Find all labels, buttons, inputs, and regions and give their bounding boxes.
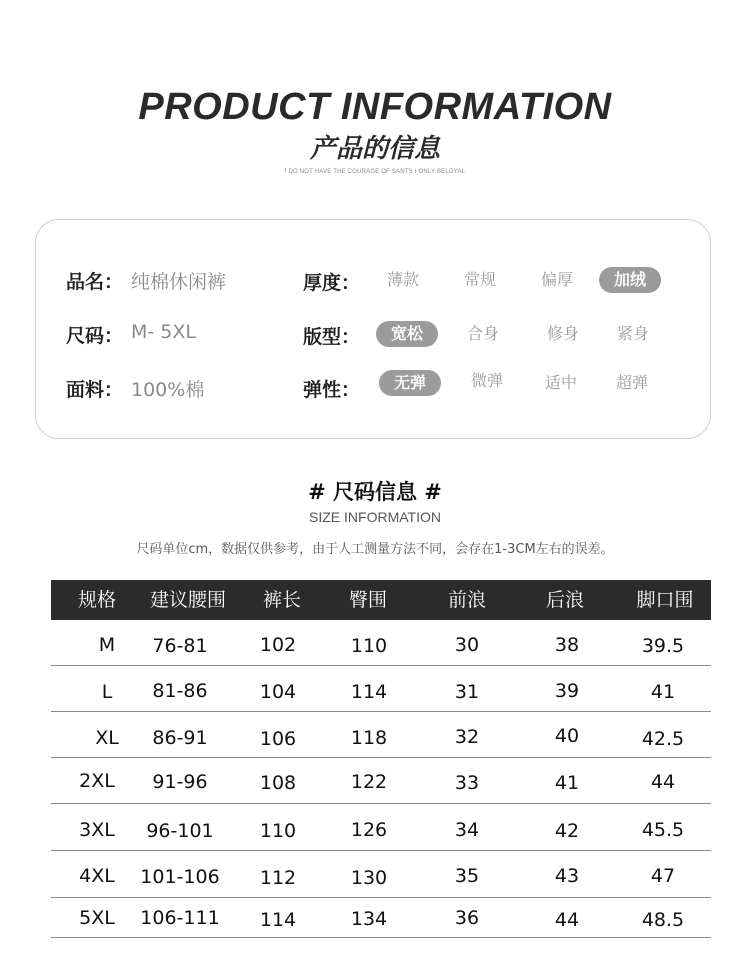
cell-leg-opening: 44	[650, 771, 676, 793]
thickness-option-regular: 常规	[463, 270, 496, 289]
cell-back-rise: 41	[554, 772, 580, 794]
cell-waist: 86-91	[152, 727, 208, 749]
cell-front-rise: 31	[454, 681, 480, 703]
cell-hip: 118	[350, 727, 388, 749]
cell-size: XL	[95, 727, 119, 749]
column-header-waist: 建议腰围	[149, 589, 226, 611]
table-header	[51, 580, 711, 620]
cell-hip: 130	[350, 867, 388, 889]
size-table	[51, 580, 711, 938]
cell-front-rise: 34	[454, 819, 480, 841]
table-row	[51, 620, 711, 666]
cell-back-rise: 43	[554, 865, 580, 887]
cell-hip: 110	[350, 635, 388, 657]
elasticity-option-high: 超弹	[615, 373, 648, 392]
size-label: 尺码：	[66, 325, 124, 347]
cell-size: 4XL	[79, 865, 115, 887]
cell-waist: 106-111	[140, 907, 220, 929]
column-header-hip: 臀围	[348, 589, 387, 611]
column-header-size: 规格	[77, 589, 116, 611]
thickness-option-thin: 薄款	[386, 270, 419, 289]
size-section-note: 尺码单位cm，数据仅供参考，由于人工测量方法不同，会存在1-3CM左右的误差。	[136, 542, 614, 557]
fit-option-slim: 修身	[546, 324, 579, 343]
size-section-title: # 尺码信息 #	[308, 480, 442, 504]
fabric-value: 100%棉	[131, 379, 205, 401]
cell-waist: 101-106	[140, 866, 220, 888]
cell-leg-opening: 48.5	[641, 909, 685, 931]
cell-back-rise: 44	[554, 909, 580, 931]
name-label: 品名：	[66, 271, 124, 293]
cell-size: M	[98, 634, 116, 656]
cell-back-rise: 38	[554, 634, 580, 656]
table-row	[51, 898, 711, 938]
cell-back-rise: 40	[554, 725, 580, 747]
elasticity-option-slight: 微弹	[470, 371, 503, 390]
cell-back-rise: 39	[554, 680, 580, 702]
fit-option-loose-selected: 宽松	[376, 321, 438, 347]
table-row	[51, 666, 711, 712]
cell-front-rise: 30	[454, 634, 480, 656]
name-value: 纯棉休闲裤	[131, 271, 227, 293]
cell-leg-opening: 39.5	[641, 635, 685, 657]
cell-hip: 134	[350, 908, 388, 930]
title-english: PRODUCT INFORMATION	[138, 86, 612, 128]
cell-length: 112	[259, 867, 297, 889]
cell-length: 104	[259, 681, 297, 703]
cell-leg-opening: 42.5	[641, 728, 685, 750]
table-row	[51, 758, 711, 804]
cell-length: 114	[259, 909, 297, 931]
thickness-option-fleece-selected: 加绒	[599, 267, 661, 293]
cell-hip: 126	[350, 819, 388, 841]
cell-front-rise: 33	[454, 772, 480, 794]
fabric-label: 面料：	[66, 379, 124, 401]
column-header-length: 裤长	[262, 589, 301, 611]
cell-size: 5XL	[79, 907, 115, 929]
cell-waist: 76-81	[152, 635, 208, 657]
tagline: I DO NOT HAVE THE COURAGE OF SANTS I ONLY BELOYAL	[284, 169, 466, 175]
title-chinese: 产品的信息	[309, 134, 440, 164]
elasticity-option-medium: 适中	[544, 373, 577, 392]
cell-length: 102	[259, 634, 297, 656]
cell-hip: 114	[350, 681, 388, 703]
cell-length: 110	[259, 820, 297, 842]
column-header-leg-opening: 脚口围	[636, 589, 694, 611]
cell-back-rise: 42	[554, 820, 580, 842]
column-header-front-rise: 前浪	[447, 589, 486, 611]
fit-label: 版型：	[303, 326, 361, 348]
cell-waist: 91-96	[152, 771, 208, 793]
fit-option-tight: 紧身	[616, 324, 649, 343]
cell-leg-opening: 47	[650, 865, 676, 887]
cell-length: 106	[259, 728, 297, 750]
table-row	[51, 851, 711, 898]
elasticity-label: 弹性：	[303, 379, 361, 401]
cell-waist: 81-86	[152, 680, 208, 702]
cell-size: L	[101, 681, 113, 703]
cell-waist: 96-101	[146, 820, 214, 842]
cell-size: 3XL	[79, 819, 115, 841]
cell-leg-opening: 41	[650, 681, 676, 703]
thickness-option-thick: 偏厚	[540, 270, 573, 289]
table-row	[51, 712, 711, 758]
cell-hip: 122	[350, 771, 388, 793]
cell-front-rise: 32	[454, 726, 480, 748]
elasticity-option-none-selected: 无弹	[379, 370, 441, 396]
cell-front-rise: 35	[454, 865, 480, 887]
product-info-card	[35, 219, 711, 439]
table-row	[51, 804, 711, 851]
size-section-subtitle: SIZE INFORMATION	[309, 509, 441, 525]
cell-length: 108	[259, 772, 297, 794]
cell-front-rise: 36	[454, 907, 480, 929]
size-value: M- 5XL	[131, 321, 196, 343]
column-header-back-rise: 后浪	[545, 589, 584, 611]
thickness-label: 厚度：	[303, 272, 361, 294]
cell-size: 2XL	[79, 770, 115, 792]
fit-option-regular: 合身	[466, 324, 499, 343]
cell-leg-opening: 45.5	[641, 819, 685, 841]
